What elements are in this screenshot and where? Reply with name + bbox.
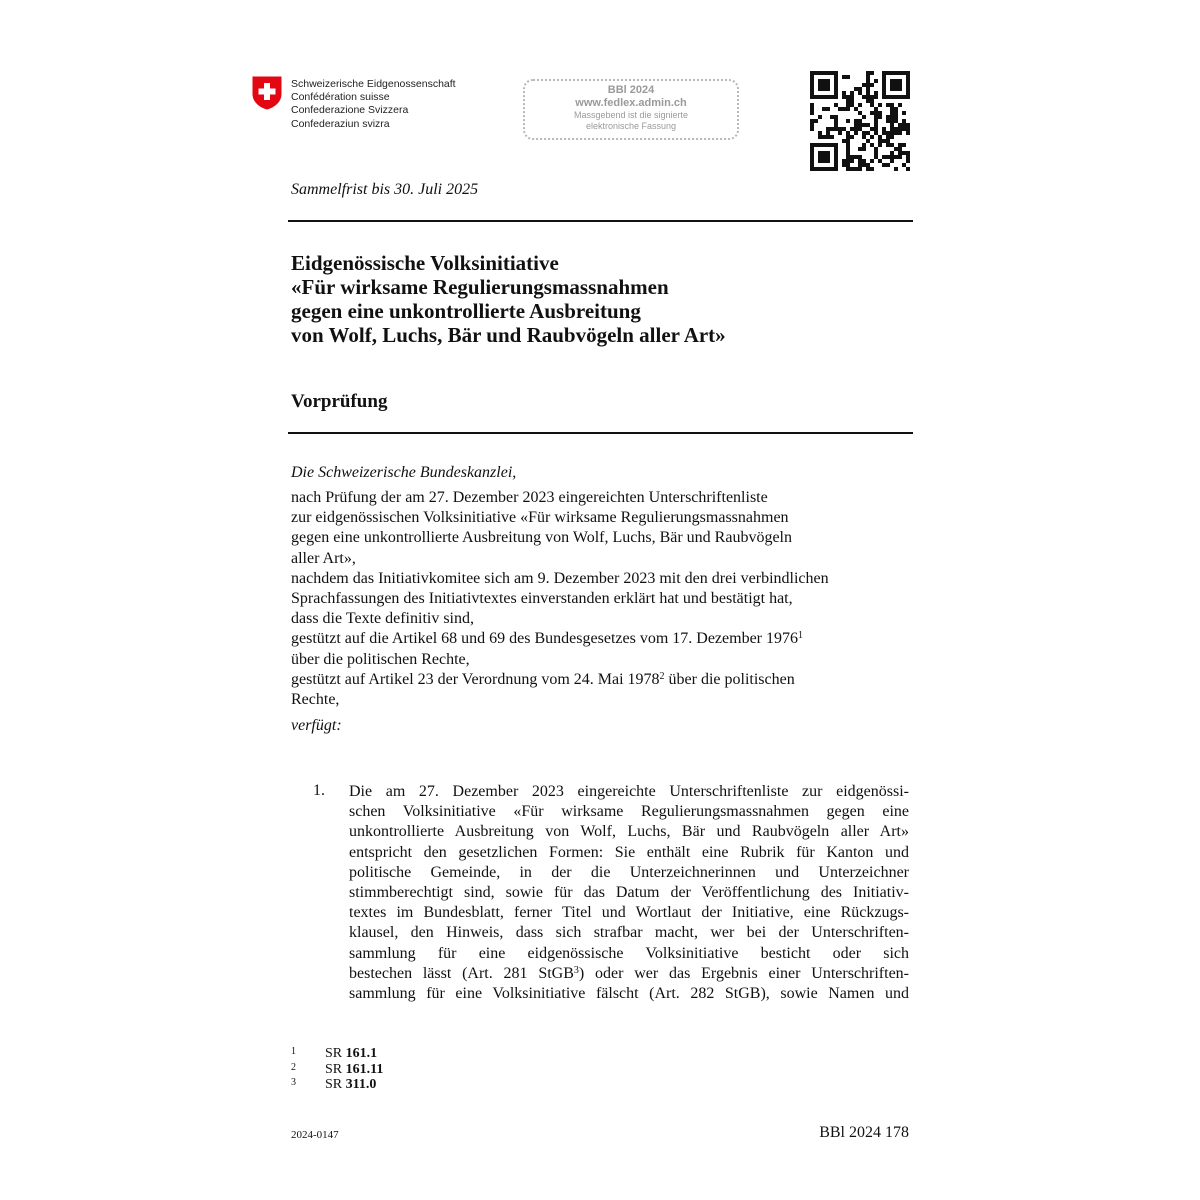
- swiss-coat-of-arms-icon: [252, 76, 282, 110]
- item-line-text: schen Volksinitiative «Für wirksame Regulierungsmassnahmen gegen eine: [349, 803, 909, 821]
- footnote-text: [325, 1046, 377, 1062]
- preamble-line: gegen eine unkontrollierte Ausbreitung von Wolf, Luchs, Bär und Raubvögeln: [291, 529, 792, 547]
- item-line: [349, 964, 909, 984]
- item-line: [349, 923, 909, 943]
- preamble-line: zur eidgenössischen Volksinitiative «Für wirksame Regulierungsmassnahmen: [291, 509, 789, 527]
- item-line: [349, 822, 909, 842]
- stamp-note-line1: Massgebend ist die signierte: [573, 110, 689, 120]
- federation-name-rm: Confederaziun svizra: [291, 117, 390, 130]
- item-line-text: unkontrollierte Ausbreitung von Wolf, Luchs, Bär und Raubvögeln aller Art»: [349, 823, 909, 841]
- top-divider: [288, 220, 913, 222]
- footnote-number: 1: [291, 1046, 296, 1057]
- bottom-divider: [288, 432, 913, 434]
- document-number: 2024-0147: [291, 1129, 339, 1141]
- stamp-note-line2: elektronische Fassung: [585, 121, 677, 131]
- footnote-text: [325, 1077, 376, 1093]
- preamble-line-text: gestützt auf Artikel 23 der Verordnung vom 24. Mai 1978: [291, 670, 660, 688]
- footnote-ref-2[interactable]: 2: [659, 670, 665, 682]
- footnote-sr-link[interactable]: 161.11: [345, 1061, 384, 1077]
- footnote-sr-link[interactable]: 311.0: [345, 1077, 377, 1092]
- footnote: [291, 1077, 383, 1093]
- footnote: [291, 1062, 383, 1078]
- footnote: [291, 1046, 383, 1062]
- item-line-text: entspricht den gesetzlichen Formen: Sie enthält eine Rubrik für Kanton und: [349, 843, 909, 861]
- collection-deadline: Sammelfrist bis 30. Juli 2025: [291, 181, 479, 198]
- preamble-line-text: gestützt auf die Artikel 68 und 69 des Bundesgesetzes vom 17. Dezember 1976: [291, 630, 798, 648]
- preamble-line: [291, 670, 829, 690]
- stamp-website: www.fedlex.admin.ch: [575, 97, 687, 109]
- item-line-text: ) oder wer das Ergebnis einer Unterschriften-: [578, 964, 909, 982]
- item-line: [349, 944, 909, 964]
- federation-name-de: Schweizerische Eidgenossenschaft: [291, 78, 456, 90]
- preamble-paragraph: [291, 488, 829, 710]
- preamble-line: nach Prüfung der am 27. Dezember 2023 eingereichten Unterschriftenliste: [291, 489, 768, 506]
- item-line-text: sammlung für eine Volksinitiative fälscht (Art. 282 StGB), sowie Namen und: [349, 984, 909, 1002]
- qr-code-icon: [810, 71, 910, 171]
- item-line-text: bestechen lässt (Art. 281 StGB: [349, 964, 574, 982]
- footnote-ref-1[interactable]: 1: [798, 630, 803, 642]
- item-line-text: textes im Bundesblatt, ferner Titel und Wortlaut der Initiative, eine Rückzugs-: [349, 904, 909, 922]
- footnote-prefix: SR: [325, 1077, 346, 1092]
- item-line-text: Die am 27. Dezember 2023 eingereichte Unterschriftenliste zur eidgenössi-: [349, 783, 909, 800]
- item-line: [349, 984, 909, 1004]
- preamble-line-text: über die politischen: [664, 670, 795, 688]
- item-line: [349, 843, 909, 863]
- title-line: gegen eine unkontrollierte Ausbreitung: [291, 299, 641, 323]
- preamble-line: dass die Texte definitiv sind,: [291, 610, 474, 628]
- preamble-line: über die politischen Rechte,: [291, 650, 470, 668]
- decree-item-text: [349, 782, 909, 1004]
- item-number: 1.: [313, 782, 325, 799]
- decree-verb: verfügt:: [291, 717, 342, 734]
- issuing-authority: Die Schweizerische Bundeskanzlei,: [291, 464, 517, 481]
- federation-name-it: Confederazione Svizzera: [291, 104, 409, 117]
- stamp-bbl-year: BBl 2024: [607, 84, 655, 96]
- official-publication-stamp: [523, 79, 739, 140]
- footnote-number: 3: [291, 1077, 296, 1088]
- preamble-line: Rechte,: [291, 691, 340, 709]
- item-line: [349, 782, 909, 802]
- footnote-number: 2: [291, 1061, 296, 1073]
- preamble-line: [291, 629, 829, 649]
- footnotes: [291, 1046, 383, 1093]
- preamble-line: Sprachfassungen des Initiativtextes einverstanden erklärt hat und bestätigt hat,: [291, 590, 793, 608]
- page-title: [291, 251, 726, 347]
- bbl-page-reference: BBl 2024 178: [819, 1124, 909, 1141]
- footnote-ref-3[interactable]: 3: [573, 964, 579, 976]
- title-line: von Wolf, Luchs, Bär und Raubvögeln aller Art»: [291, 323, 726, 347]
- title-line: Eidgenössische Volksinitiative: [291, 251, 559, 275]
- footnote-prefix: SR: [325, 1061, 346, 1077]
- title-line: «Für wirksame Regulierungsmassnahmen: [291, 275, 669, 299]
- item-line: [349, 883, 909, 903]
- federation-name-fr: Confédération suisse: [291, 91, 390, 104]
- item-line: [349, 903, 909, 923]
- footnote-text: [325, 1062, 383, 1078]
- item-line-text: sammlung für eine eidgenössische Volksinitiative besticht oder sich: [349, 944, 909, 962]
- section-heading: Vorprüfung: [291, 391, 388, 412]
- footnote-sr-link[interactable]: 161.1: [345, 1046, 378, 1061]
- item-line-text: politische Gemeinde, in der die Unterzeichnerinnen und Unterzeichner: [349, 863, 909, 881]
- preamble-line: nachdem das Initiativkomitee sich am 9. Dezember 2023 mit den drei verbindlichen: [291, 569, 829, 587]
- federation-names: [291, 78, 456, 131]
- item-line-text: stimmberechtigt sind, sowie für das Datum der Veröffentlichung des Initiativ-: [349, 883, 909, 901]
- item-line: [349, 802, 909, 822]
- footnote-prefix: SR: [325, 1046, 346, 1061]
- preamble-line: aller Art»,: [291, 549, 356, 567]
- item-line: [349, 863, 909, 883]
- item-line-text: klausel, den Hinweis, dass sich strafbar macht, wer bei der Unterschriften-: [349, 924, 909, 942]
